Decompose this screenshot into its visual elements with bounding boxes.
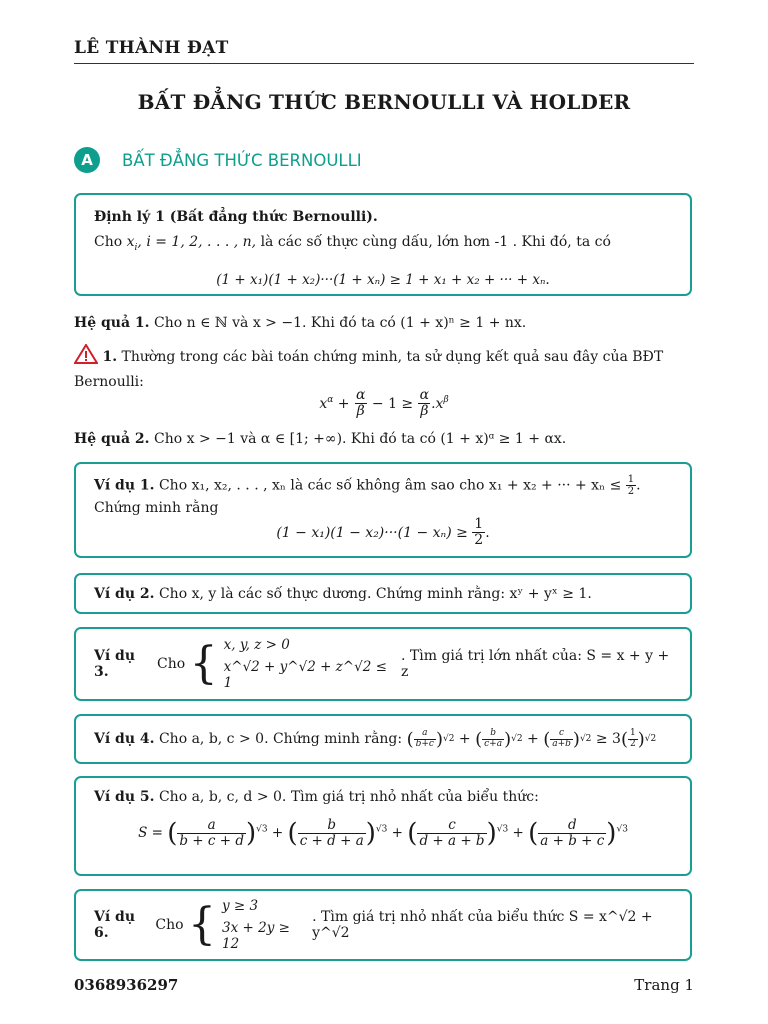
example-1-text-b: . Chứng minh rằng <box>94 477 641 516</box>
nf-frac2-den: β <box>420 403 429 420</box>
example-1-formula: (1 − x₁)(1 − x₂)···(1 − xₙ) ≥ $\frac{1}{2}$ . <box>276 516 490 549</box>
ex5-n2: b <box>327 817 337 833</box>
header-divider <box>74 63 694 64</box>
example-4-label: Ví dụ 4. <box>94 731 155 747</box>
example-1-half <box>626 474 636 497</box>
nf-frac1-den: β <box>356 403 365 420</box>
nf-beta-exp: β <box>443 395 449 406</box>
example-2-label: Ví dụ 2. <box>94 586 155 602</box>
ex5-n1: a <box>207 817 216 833</box>
theorem-text <box>94 232 672 258</box>
nf-xdot: .x <box>431 395 444 412</box>
theorem-sub: i <box>134 242 138 253</box>
theorem-heading: Định lý 1 (Bất đẳng thức Bernoulli). <box>94 209 378 225</box>
theorem-box <box>74 193 692 296</box>
note-formula: $x^\alpha$ + $\frac{\alpha}{\beta}$ − 1 ≥ $\frac{\alpha}{\beta}$ $.x^\beta$ <box>319 387 449 420</box>
example-6-text: . Tìm giá trị nhỏ nhất của biểu thức S = x^√2 + y^√2 <box>312 909 653 941</box>
corollary-1-label: Hệ quả 1. <box>74 315 150 331</box>
ex4-frac1 <box>414 729 436 750</box>
theorem-var: x <box>126 234 135 250</box>
section-heading <box>74 147 362 173</box>
nf-x: x <box>319 395 328 412</box>
example-3-label: Ví dụ 3. <box>94 648 136 680</box>
section-title: BẤT ĐẲNG THỨC BERNOULLI <box>122 150 362 170</box>
document-title: BẤT ĐẲNG THỨC BERNOULLI VÀ HOLDER <box>137 90 631 114</box>
ex5-d2: c + d + a <box>299 832 364 849</box>
ex4-d3: a+b <box>552 738 571 749</box>
example-6-line1: y ≥ 3 <box>222 898 259 914</box>
example-1-text-a: Cho x₁, x₂, . . . , xₙ là các số không âm sao cho x₁ + x₂ + ··· + xₙ ≤ <box>158 477 622 494</box>
example-2-text: Cho x, y là các số thực dương. Chứng minh rằng: xʸ + yˣ ≥ 1. <box>158 586 592 602</box>
ex5-frac4 <box>538 818 606 849</box>
ex4-exp3: √2 <box>579 734 592 744</box>
nf-frac2-num: α <box>419 387 430 403</box>
ex5-d1: b + c + d <box>179 832 245 849</box>
ex5-exp1: √3 <box>256 824 268 835</box>
ex1-frac-den: 2 <box>474 532 484 549</box>
ex5-exp2: √3 <box>375 824 388 835</box>
ex1-half-num: 1 <box>627 474 635 485</box>
example-1-box <box>74 462 692 558</box>
example-1-label: Ví dụ 1. <box>94 477 155 494</box>
ex4-d1: b+c <box>415 738 434 749</box>
ex5-n3: c <box>448 817 456 833</box>
ex4-frac2 <box>482 729 504 750</box>
example-3-cho: Cho <box>157 656 186 672</box>
ex4-half <box>628 729 638 750</box>
example-6-cho: Cho <box>155 917 184 933</box>
ex1-frac-num: 1 <box>474 516 484 532</box>
ex1-formula-frac <box>472 517 485 549</box>
ex4-exp4: √2 <box>644 734 657 744</box>
ex1-half-den: 2 <box>627 486 635 497</box>
example-6-box <box>74 889 692 961</box>
nf-alpha-exp: α <box>327 395 334 406</box>
warning-icon <box>74 344 98 371</box>
corollary-2-label: Hệ quả 2. <box>74 431 150 447</box>
ex1-formula-left: (1 − x₁)(1 − x₂)···(1 − xₙ) ≥ <box>276 524 468 541</box>
corollary-1-text: Cho n ∈ ℕ và x > −1. Khi đó ta có (1 + x)ⁿ ≥ 1 + nx. <box>154 315 527 331</box>
corollary-2 <box>74 428 694 450</box>
theorem-intro: Cho <box>94 234 123 250</box>
nf-minus-one: − 1 ≥ <box>371 395 414 412</box>
example-6-line2: 3x + 2y ≥ 12 <box>222 920 290 952</box>
footer-page-number: Trang 1 <box>634 976 694 994</box>
theorem-rest: là các số thực cùng dấu, lớn hơn -1 . Khi đó, ta có <box>260 234 611 250</box>
ex5-exp4: √3 <box>616 824 628 835</box>
ex5-d4: a + b + c <box>540 832 605 849</box>
example-5-text-line <box>94 788 672 806</box>
theorem-formula: (1 + x₁)(1 + x₂)···(1 + xₙ) ≥ 1 + x₁ + x₂ + ··· + xₙ. <box>216 271 550 288</box>
ex5-frac3 <box>417 818 486 849</box>
footer-phone: 0368936297 <box>74 976 179 994</box>
ex4-exp2: √2 <box>511 734 523 744</box>
author-name: LÊ THÀNH ĐẠT <box>74 38 229 58</box>
nf-frac2 <box>418 388 431 420</box>
ex5-d3: d + a + b <box>419 832 485 849</box>
corollary-2-text: Cho x > −1 và α ∈ [1; +∞). Khi đó ta có (1 + x)ᵅ ≥ 1 + αx. <box>154 431 567 447</box>
ex4-half-den: 2 <box>629 738 636 749</box>
example-5-box <box>74 776 692 876</box>
example-2-box <box>74 573 692 614</box>
corollary-1 <box>74 312 694 334</box>
ex4-rhs: ≥ 3 <box>595 731 621 747</box>
section-badge: A <box>74 147 100 173</box>
ex4-n1: a <box>422 727 428 738</box>
example-3-line2: x^√2 + y^√2 + z^√2 ≤ 1 <box>223 659 387 691</box>
ex4-n3: c <box>559 727 565 738</box>
ex4-exp1: √2 <box>442 734 455 744</box>
ex5-frac2 <box>298 818 366 849</box>
example-6-label: Ví dụ 6. <box>94 909 136 941</box>
note-label: 1. <box>102 349 118 365</box>
example-3-line1: x, y, z > 0 <box>223 637 290 653</box>
ex5-exp3: √3 <box>496 824 509 835</box>
example-5-label: Ví dụ 5. <box>94 789 155 805</box>
example-4-box: Ví dụ 4. Cho a, b, c > 0. Chứng minh rằng: ( $\frac{a}{b+c}$ ) √2 + ( $\frac{b}{c+a}$ ) √2 + ( $\frac{c}{a+b}$ ) √2 ≥ 3 ( $\frac{1}{2}$ ) √2 <box>74 714 692 764</box>
example-1-text <box>94 474 672 519</box>
ex4-d2: c+a <box>484 738 503 749</box>
example-4-text: Cho a, b, c > 0. Chứng minh rằng: <box>158 731 403 747</box>
ex5-s-eq: S = <box>138 824 163 841</box>
example-3-text: . Tìm giá trị lớn nhất của: S = x + y + z <box>401 648 670 680</box>
nf-frac1 <box>354 388 367 420</box>
nf-frac1-num: α <box>355 387 366 403</box>
example-3-box <box>74 627 692 701</box>
theorem-condition: , i = 1, 2, . . . , n, <box>137 234 257 250</box>
ex4-frac3 <box>550 729 573 750</box>
ex4-half-num: 1 <box>629 727 636 738</box>
ex4-n2: b <box>490 727 496 738</box>
example-6-system: { y ≥ 3 3x + 2y ≥ 12 <box>188 898 304 952</box>
example-3-system: { x, y, z > 0 x^√2 + y^√2 + z^√2 ≤ 1 <box>190 637 393 691</box>
example-5-text: Cho a, b, c, d > 0. Tìm giá trị nhỏ nhất của biểu thức: <box>158 789 539 805</box>
ex5-frac1 <box>177 818 246 849</box>
note <box>74 344 694 393</box>
example-5-formula: S = ( $\frac{a}{b + c + d}$ )$^{√3}$ + ( $\frac{b}{c + d + a}$ )$^{√3}$ + ( $\frac{c}{d + a + b}$ )$^{√3}$ + ( $\frac{d}{a + b + c}$ )$^{√3}$ <box>138 817 628 849</box>
note-text: Thường trong các bài toán chứng minh, ta sử dụng kết quả sau đây của BĐT Bernoulli: <box>74 349 664 390</box>
ex5-n4: d <box>567 817 577 833</box>
